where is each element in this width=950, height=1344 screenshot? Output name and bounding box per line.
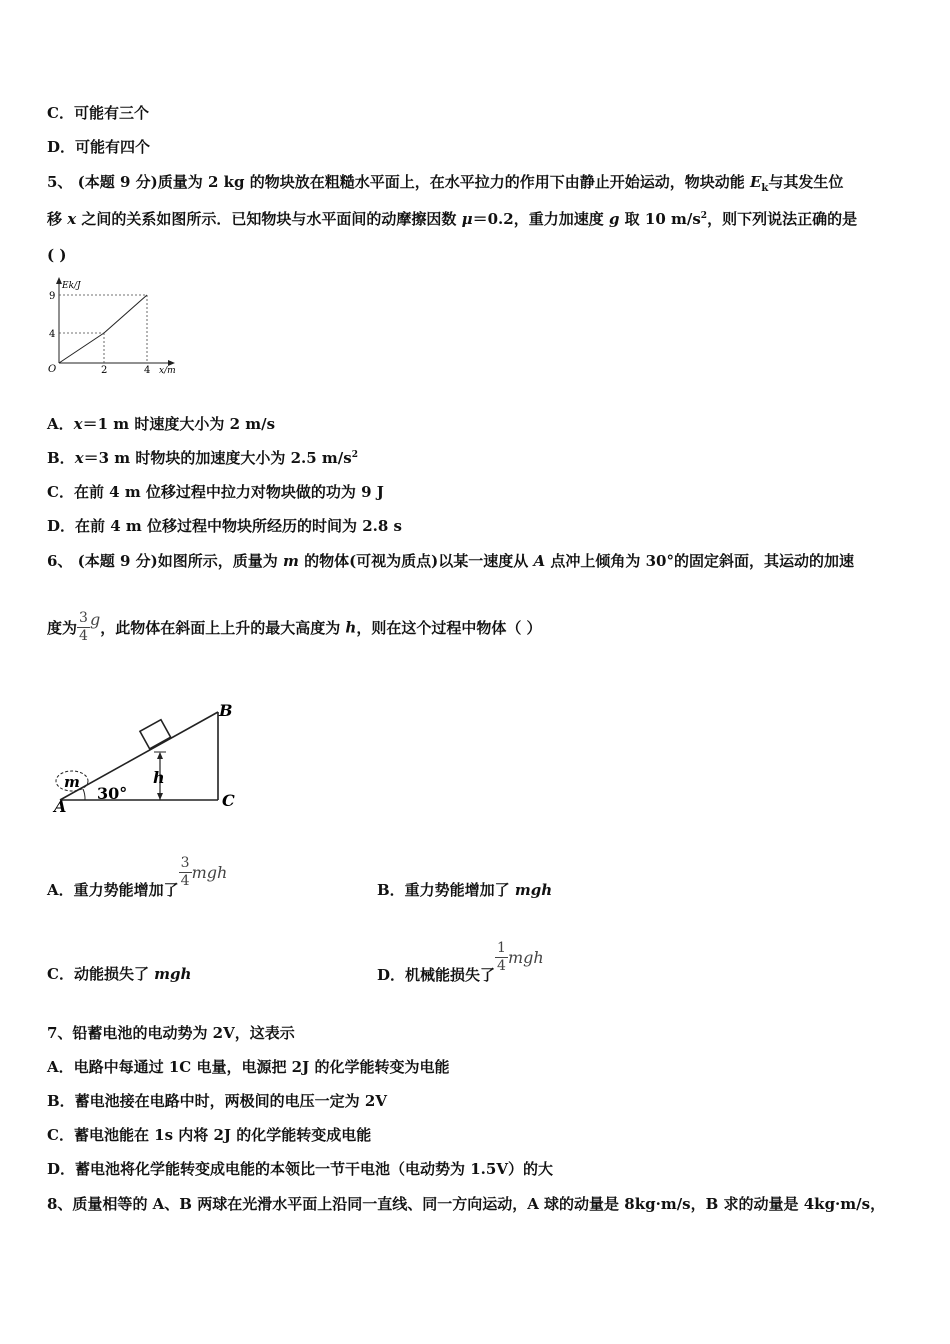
- label-h: h: [153, 768, 165, 787]
- label-angle: 30°: [97, 784, 128, 803]
- q5-ek-x-graph: [44, 277, 184, 377]
- q4-option-c: C．可能有三个: [47, 104, 149, 122]
- q7-stem: 7、铅蓄电池的电动势为 2V，这表示: [47, 1024, 295, 1042]
- graph-origin: O: [48, 364, 57, 375]
- q6-stem-line1: 6、 (本题 9 分)如图所示，质量为 m 的物体(可视为质点)以某一速度从 A 点冲上倾角为 30°的固定斜面，其运动的加速: [47, 552, 854, 570]
- fraction-one-quarter: $\frac{1}{4}$: [497, 940, 506, 974]
- q5-stem-line3: ( ): [47, 246, 67, 264]
- graph-segment-1: [59, 333, 104, 363]
- graph-x-label: x/m: [159, 366, 176, 376]
- q7-option-a: A．电路中每通过 1C 电量，电源把 2J 的化学能转变为电能: [47, 1058, 450, 1076]
- graph-xtick-2: 2: [101, 365, 108, 376]
- q5-option-d: D．在前 4 m 位移过程中物块所经历的时间为 2.8 s: [47, 517, 402, 535]
- graph-segment-2: [104, 295, 147, 333]
- q4-option-d: D．可能有四个: [47, 138, 151, 156]
- label-C: C: [222, 791, 235, 810]
- q8-stem: 8、质量相等的 A、B 两球在光滑水平面上沿同一直线、同一方向运动，A 球的动量是 8kg·m/s，B 求的动量是 4kg·m/s，: [47, 1195, 886, 1213]
- block-on-incline: [140, 720, 171, 749]
- q7-option-b: B．蓄电池接在电路中时，两极间的电压一定为 2V: [47, 1092, 387, 1110]
- q6-stem-line2: 度为 $\frac{3}{4}$ g，此物体在斜面上上升的最大高度为 h，则在这个过程中物体（ ）: [47, 610, 542, 644]
- q5-option-a: A．x＝1 m 时速度大小为 2 m/s: [47, 415, 276, 433]
- fraction-three-quarters-a: $\frac{3}{4}$: [180, 855, 190, 889]
- q5-option-b: B．x＝3 m 时物块的加速度大小为 2.5 $m/s^2$: [47, 449, 358, 467]
- label-B: B: [219, 701, 233, 720]
- q5-stem-line1: 5、 (本题 9 分)质量为 2 kg 的物块放在粗糙水平面上，在水平拉力的作用下由静止开始运动，物块动能 $E_k$与其发生位: [47, 173, 844, 194]
- q7-option-d: D．蓄电池将化学能转变成电能的本领比一节干电池（电动势为 1.5V）的大: [47, 1160, 553, 1178]
- q6-option-d: D．机械能损失了 $\frac{1}{4}$ mgh: [377, 940, 544, 984]
- label-m: m: [64, 773, 80, 791]
- fraction-three-quarters: $\frac{3}{4}$: [79, 610, 88, 644]
- q5-stem-line2: 移 x 之间的关系如图所示．已知物块与水平面间的动摩擦因数 μ＝0.2，重力加速度 g 取 10 $m/s^2$，则下列说法正确的是: [47, 210, 858, 228]
- q6-option-a: A．重力势能增加了 $\frac{3}{4}$ mgh: [47, 855, 228, 899]
- q6-option-b: B．重力势能增加了 mgh: [377, 881, 553, 899]
- label-A: A: [54, 797, 67, 815]
- q5-option-c: C．在前 4 m 位移过程中拉力对物块做的功为 9 J: [47, 483, 384, 501]
- q6-incline-figure: [50, 695, 250, 815]
- graph-y-label: Ek/J: [62, 281, 81, 291]
- q7-option-c: C．蓄电池能在 1s 内将 2J 的化学能转变成电能: [47, 1126, 372, 1144]
- graph-ytick-9: 9: [49, 291, 56, 302]
- graph-ytick-4: 4: [49, 329, 56, 340]
- graph-xtick-4: 4: [144, 365, 151, 376]
- q6-option-c: C．动能损失了 mgh: [47, 965, 192, 983]
